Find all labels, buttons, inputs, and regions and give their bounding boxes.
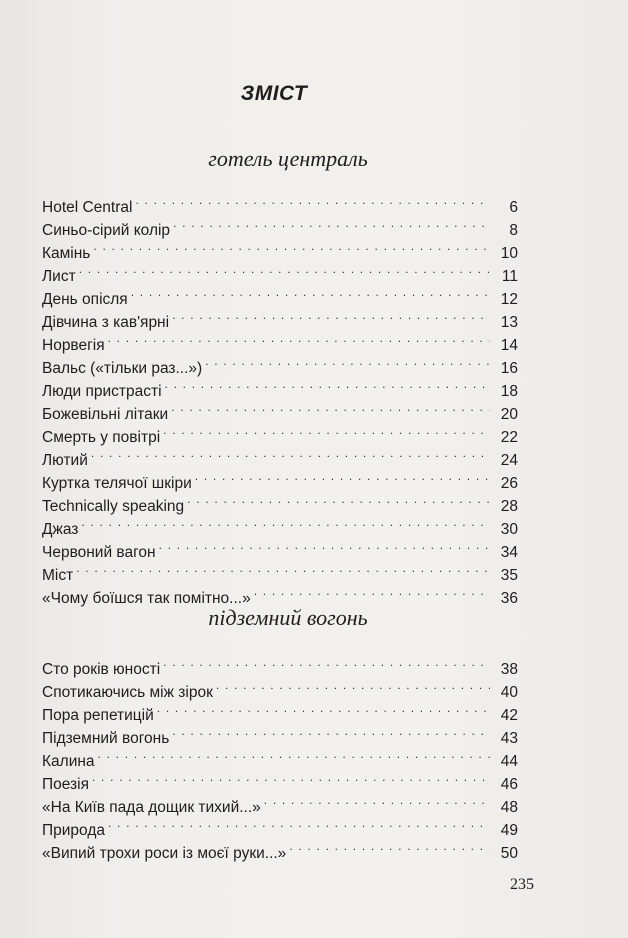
toc-entry-title: «Чому боїшся так помітно...» [42, 590, 251, 607]
toc-leader-dots [79, 258, 490, 281]
toc-entry[interactable] [42, 812, 518, 839]
toc-entry[interactable] [42, 442, 518, 469]
toc-entry-title: Пора репетицій [42, 707, 154, 724]
toc-leader-dots [108, 812, 490, 835]
toc-entry[interactable] [42, 534, 518, 561]
toc-entry-page: 6 [509, 199, 518, 216]
toc-entry-page: 48 [500, 799, 518, 816]
toc-entry-title: Міст [42, 567, 74, 584]
toc-leader-dots [81, 511, 490, 534]
toc-entry-page: 8 [509, 222, 518, 239]
toc-leader-dots [163, 419, 490, 442]
toc-entry-page: 42 [500, 707, 518, 724]
toc-leader-dots [254, 580, 490, 603]
toc-entry[interactable] [42, 766, 518, 793]
toc-entry[interactable] [42, 743, 518, 770]
toc-entry-page: 44 [500, 753, 518, 770]
toc-entry-page: 40 [500, 684, 518, 701]
toc-leader-dots [289, 835, 490, 858]
contents-heading: ЗМІСТ [240, 82, 308, 105]
toc-entry-title: Сто років юності [42, 661, 161, 678]
toc-entry-page: 34 [500, 544, 518, 561]
toc-entry-page: 22 [500, 429, 518, 446]
page-number: 235 [510, 876, 534, 893]
toc-leader-dots [163, 651, 490, 674]
toc-leader-dots [187, 488, 490, 511]
toc-entry[interactable] [42, 580, 518, 607]
toc-entry-page: 20 [500, 406, 518, 423]
toc-entry-title: «На Київ пада дощик тихий...» [42, 799, 261, 816]
toc-entry-title: Поезія [42, 776, 89, 793]
toc-entry-title: Вальс («тільки раз...») [42, 360, 203, 377]
toc-entry-title: Hotel Central [42, 199, 133, 216]
toc-entry-title: Калина [42, 753, 95, 770]
toc-entry-page: 46 [500, 776, 518, 793]
toc-entry-title: Червоний вагон [42, 544, 156, 561]
toc-entry-page: 30 [500, 521, 518, 538]
toc-entry[interactable] [42, 350, 518, 377]
toc-leader-dots [195, 465, 490, 488]
section-title-2: підземний вогонь [208, 605, 368, 630]
toc-entry-title: Норвегія [42, 337, 105, 354]
toc-entry[interactable] [42, 789, 518, 816]
toc-entry-page: 43 [500, 730, 518, 747]
toc-leader-dots [108, 327, 490, 350]
toc-leader-dots [93, 235, 490, 258]
toc-leader-dots [216, 674, 490, 697]
toc-entry-page: 49 [500, 822, 518, 839]
toc-entry-title: Люди пристрасті [42, 383, 162, 400]
toc-entry-title: Спотикаючись між зірок [42, 684, 213, 701]
toc-entry-page: 13 [500, 314, 518, 331]
toc-entry[interactable] [42, 651, 518, 678]
toc-leader-dots [173, 212, 490, 235]
toc-list-section-1 [42, 189, 518, 607]
toc-leader-dots [98, 743, 490, 766]
toc-entry[interactable] [42, 511, 518, 538]
toc-entry-title: Смерть у повітрі [42, 429, 161, 446]
toc-entry-title: Синьо-сірий колір [42, 222, 171, 239]
toc-entry-page: 11 [501, 268, 518, 285]
toc-entry[interactable] [42, 327, 518, 354]
toc-leader-dots [171, 396, 490, 419]
toc-entry-title: Камінь [42, 245, 91, 262]
toc-entry-title: Куртка телячої шкіри [42, 475, 192, 492]
toc-entry-title: Лютий [42, 452, 88, 469]
toc-entry-page: 10 [500, 245, 518, 262]
toc-leader-dots [131, 281, 490, 304]
toc-entry-title: Підземний вогонь [42, 730, 170, 747]
toc-entry-title: Джаз [42, 521, 79, 538]
toc-leader-dots [165, 373, 490, 396]
toc-entry-page: 28 [500, 498, 518, 515]
toc-leader-dots [92, 766, 490, 789]
toc-entry-page: 35 [500, 567, 518, 584]
toc-leader-dots [76, 557, 490, 580]
toc-leader-dots [159, 534, 490, 557]
toc-entry-page: 24 [500, 452, 518, 469]
toc-entry-page: 36 [500, 590, 518, 607]
toc-entry[interactable] [42, 281, 518, 308]
toc-entry[interactable] [42, 557, 518, 584]
toc-entry-page: 18 [500, 383, 518, 400]
toc-entry-page: 12 [500, 291, 518, 308]
toc-leader-dots [91, 442, 490, 465]
toc-entry[interactable] [42, 189, 518, 216]
toc-leader-dots [264, 789, 490, 812]
toc-entry-page: 14 [500, 337, 518, 354]
toc-leader-dots [135, 189, 490, 212]
toc-entry[interactable] [42, 258, 518, 285]
toc-entry[interactable] [42, 235, 518, 262]
toc-leader-dots [172, 720, 490, 743]
section-title-1: готель централь [208, 146, 368, 171]
toc-entry-title: Дівчина з кав'ярні [42, 314, 170, 331]
toc-entry-title: Божевільні літаки [42, 406, 169, 423]
toc-list-section-2 [42, 651, 518, 862]
toc-entry-page: 38 [500, 661, 518, 678]
toc-leader-dots [172, 304, 490, 327]
toc-entry-title: Technically speaking [42, 498, 185, 515]
toc-entry-title: Природа [42, 822, 105, 839]
toc-entry-page: 50 [500, 845, 518, 862]
toc-entry-title: Лист [42, 268, 76, 285]
toc-entry[interactable] [42, 835, 518, 862]
toc-entry-page: 16 [500, 360, 518, 377]
toc-leader-dots [205, 350, 490, 373]
toc-entry-title: «Випий трохи роси із моєї руки...» [42, 845, 287, 862]
toc-entry[interactable] [42, 465, 518, 492]
toc-entry-title: День опісля [42, 291, 128, 308]
toc-leader-dots [157, 697, 490, 720]
toc-entry-page: 26 [500, 475, 518, 492]
